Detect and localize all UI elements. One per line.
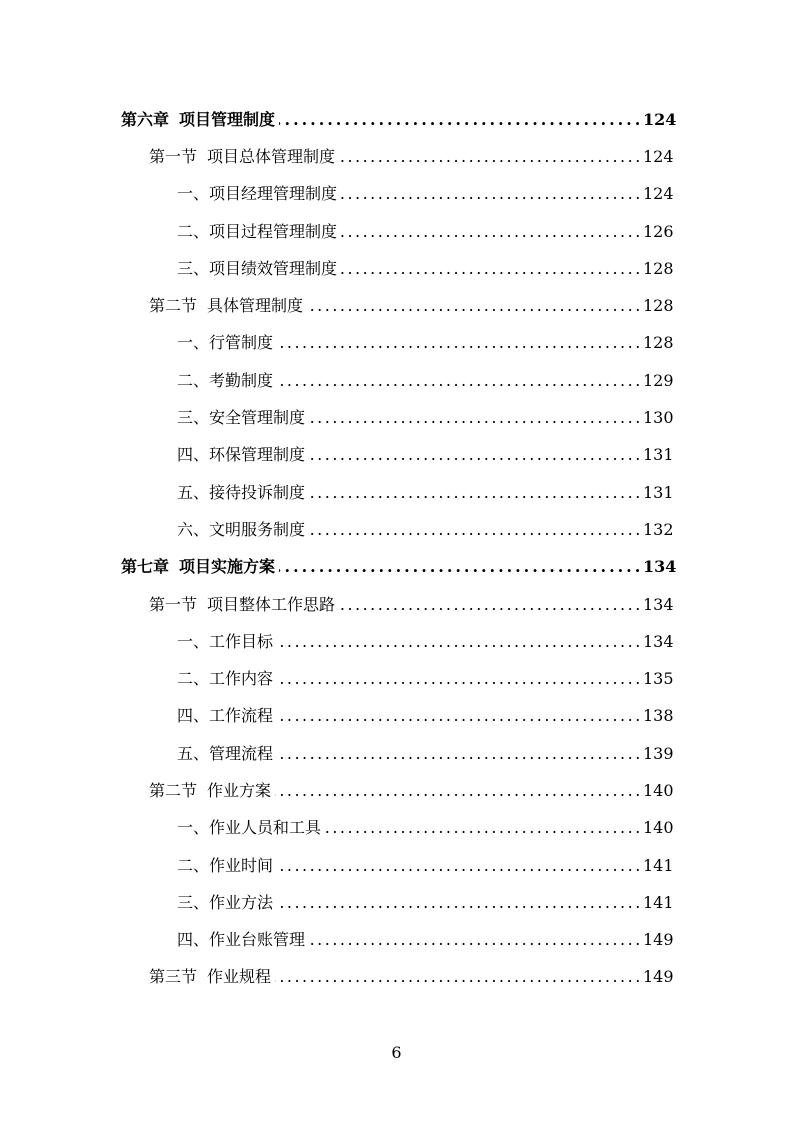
toc-entry-title [121, 557, 279, 577]
toc-entry-page: 141 [643, 892, 674, 912]
dot-leader [277, 744, 639, 764]
toc-entry-label: 第七章 [121, 557, 170, 577]
toc-entry-label: 第一节 [149, 594, 198, 614]
dot-leader [307, 296, 639, 316]
dot-leader [277, 893, 639, 913]
toc-entry-page: 124 [643, 146, 674, 166]
toc-entry-title [177, 632, 277, 652]
toc-entry-page: 132 [643, 519, 674, 539]
dot-leader [339, 147, 639, 167]
dot-leader [309, 483, 639, 503]
toc-entry-page: 134 [643, 557, 677, 577]
toc-entry-page: 130 [643, 408, 674, 428]
dot-leader [277, 333, 639, 353]
toc-entry-label: 四、 [177, 445, 210, 465]
toc-entry-title [177, 333, 277, 353]
toc-entry-title [177, 706, 277, 726]
toc-entry-label: 四、 [177, 706, 210, 726]
toc-entry-label: 一、 [177, 184, 210, 204]
toc-entry-page: 124 [643, 184, 674, 204]
toc-entry-text: 作业时间 [209, 855, 274, 875]
dot-leader [277, 669, 639, 689]
toc-entry-text: 行管制度 [209, 333, 274, 353]
dot-leader [277, 706, 639, 726]
toc-entry-page: 128 [643, 333, 674, 353]
toc-entry-page: 149 [643, 967, 674, 987]
toc-subsection-entry[interactable] [0, 362, 793, 399]
toc-chapter-entry[interactable] [0, 549, 793, 586]
toc-subsection-entry[interactable] [0, 437, 793, 474]
toc-entry-text: 作业人员和工具 [209, 818, 322, 838]
toc-entry-title [177, 669, 277, 689]
toc-entry-page: 134 [643, 631, 674, 651]
dot-leader [309, 445, 639, 465]
toc-entry-title [177, 222, 341, 242]
toc-entry-label: 第六章 [121, 109, 170, 129]
toc-entry-text: 工作内容 [209, 669, 274, 689]
toc-section-entry[interactable] [0, 138, 793, 175]
toc-subsection-entry[interactable] [0, 250, 793, 287]
dot-leader [309, 520, 639, 540]
toc-entry-title [121, 110, 279, 130]
toc-entry-text: 具体管理制度 [207, 296, 304, 316]
toc-entry-text: 项目总体管理制度 [207, 146, 336, 166]
toc-entry-label: 第三节 [149, 967, 198, 987]
toc-entry-title [149, 147, 339, 167]
toc-entry-title [149, 781, 275, 801]
toc-entry-text: 项目过程管理制度 [209, 221, 338, 241]
toc-entry-label: 第二节 [149, 780, 198, 800]
toc-entry-page: 149 [643, 930, 674, 950]
toc-entry-title [177, 408, 309, 428]
dot-leader [277, 632, 639, 652]
toc-entry-title [177, 893, 277, 913]
toc-subsection-entry[interactable] [0, 735, 793, 772]
toc-entry-text: 项目经理管理制度 [209, 184, 338, 204]
toc-entry-page: 128 [643, 296, 674, 316]
toc-entry-page: 138 [643, 706, 674, 726]
toc-entry-text: 作业台账管理 [209, 930, 306, 950]
toc-entry-text: 考勤制度 [209, 370, 274, 390]
toc-entry-text: 项目绩效管理制度 [209, 258, 338, 278]
dot-leader [275, 967, 639, 987]
toc-entry-text: 项目整体工作思路 [207, 594, 336, 614]
toc-entry-text: 项目实施方案 [179, 557, 276, 577]
dot-leader [279, 110, 639, 130]
toc-entry-label: 四、 [177, 930, 210, 950]
toc-subsection-entry[interactable] [0, 511, 793, 548]
toc-entry-label: 三、 [177, 258, 210, 278]
toc-entry-page: 141 [643, 855, 674, 875]
toc-entry-text: 工作目标 [209, 631, 274, 651]
toc-subsection-entry[interactable] [0, 847, 793, 884]
toc-entry-title [177, 520, 309, 540]
toc-entry-label: 二、 [177, 370, 210, 390]
toc-entry-label: 一、 [177, 333, 210, 353]
toc-entry-text: 环保管理制度 [209, 445, 306, 465]
toc-subsection-entry[interactable] [0, 922, 793, 959]
toc-subsection-entry[interactable] [0, 325, 793, 362]
toc-entry-label: 第二节 [149, 296, 198, 316]
toc-subsection-entry[interactable] [0, 810, 793, 847]
toc-entry-page: 140 [643, 780, 674, 800]
toc-entry-label: 三、 [177, 892, 210, 912]
toc-section-entry[interactable] [0, 287, 793, 324]
dot-leader [277, 856, 639, 876]
toc-entry-label: 二、 [177, 221, 210, 241]
toc-entry-text: 作业规程 [207, 967, 272, 987]
dot-leader [325, 818, 639, 838]
toc-entry-label: 三、 [177, 408, 210, 428]
dot-leader [277, 371, 639, 391]
toc-subsection-entry[interactable] [0, 623, 793, 660]
toc-entry-text: 文明服务制度 [209, 519, 306, 539]
toc-entry-title [177, 856, 277, 876]
toc-entry-text: 作业方法 [209, 892, 274, 912]
toc-entry-page: 131 [643, 482, 674, 502]
toc-entry-title [177, 744, 277, 764]
toc-chapter-entry[interactable] [0, 101, 793, 138]
toc-entry-page: 140 [643, 818, 674, 838]
toc-entry-title [177, 259, 341, 279]
toc-entry-label: 第一节 [149, 146, 198, 166]
toc-entry-page: 126 [643, 221, 674, 241]
toc-subsection-entry[interactable] [0, 884, 793, 921]
dot-leader [341, 222, 639, 242]
toc-entry-title [177, 445, 309, 465]
dot-leader [341, 184, 639, 204]
toc-entry-text: 工作流程 [209, 706, 274, 726]
page-number: 6 [391, 1043, 402, 1062]
toc-section-entry[interactable] [0, 586, 793, 623]
toc-entry-page: 131 [643, 445, 674, 465]
toc-entry-page: 129 [643, 370, 674, 390]
toc-entry-text: 管理流程 [209, 743, 274, 763]
toc-entry-label: 二、 [177, 669, 210, 689]
toc-subsection-entry[interactable] [0, 399, 793, 436]
toc-subsection-entry[interactable] [0, 213, 793, 250]
dot-leader [341, 259, 639, 279]
toc-entry-title [149, 595, 339, 615]
toc-entry-text: 作业方案 [207, 780, 272, 800]
toc-entry-title [149, 296, 307, 316]
toc-entry-title [149, 967, 275, 987]
toc-entry-page: 128 [643, 258, 674, 278]
toc-entry-text: 接待投诉制度 [209, 482, 306, 502]
toc-entry-page: 134 [643, 594, 674, 614]
toc-subsection-entry[interactable] [0, 474, 793, 511]
toc-entry-title [177, 930, 309, 950]
toc-entry-page: 139 [643, 743, 674, 763]
toc-subsection-entry[interactable] [0, 660, 793, 697]
toc-entry-page: 124 [643, 109, 677, 129]
dot-leader [275, 781, 639, 801]
toc-entry-text: 项目管理制度 [179, 109, 276, 129]
toc-section-entry[interactable] [0, 772, 793, 809]
dot-leader [309, 930, 639, 950]
toc-entry-title [177, 184, 341, 204]
toc-entry-label: 一、 [177, 818, 210, 838]
toc-entry-title [177, 818, 325, 838]
dot-leader [279, 557, 639, 577]
toc-entry-label: 二、 [177, 855, 210, 875]
toc-entry-title [177, 371, 277, 391]
toc-subsection-entry[interactable] [0, 176, 793, 213]
toc-entry-label: 五、 [177, 482, 210, 502]
table-of-contents [0, 101, 793, 996]
toc-entry-label: 一、 [177, 631, 210, 651]
toc-entry-title [177, 483, 309, 503]
toc-subsection-entry[interactable] [0, 698, 793, 735]
toc-entry-label: 五、 [177, 743, 210, 763]
toc-section-entry[interactable] [0, 959, 793, 996]
dot-leader [339, 595, 639, 615]
dot-leader [309, 408, 639, 428]
toc-entry-page: 135 [643, 669, 674, 689]
toc-entry-label: 六、 [177, 519, 210, 539]
toc-entry-text: 安全管理制度 [209, 408, 306, 428]
